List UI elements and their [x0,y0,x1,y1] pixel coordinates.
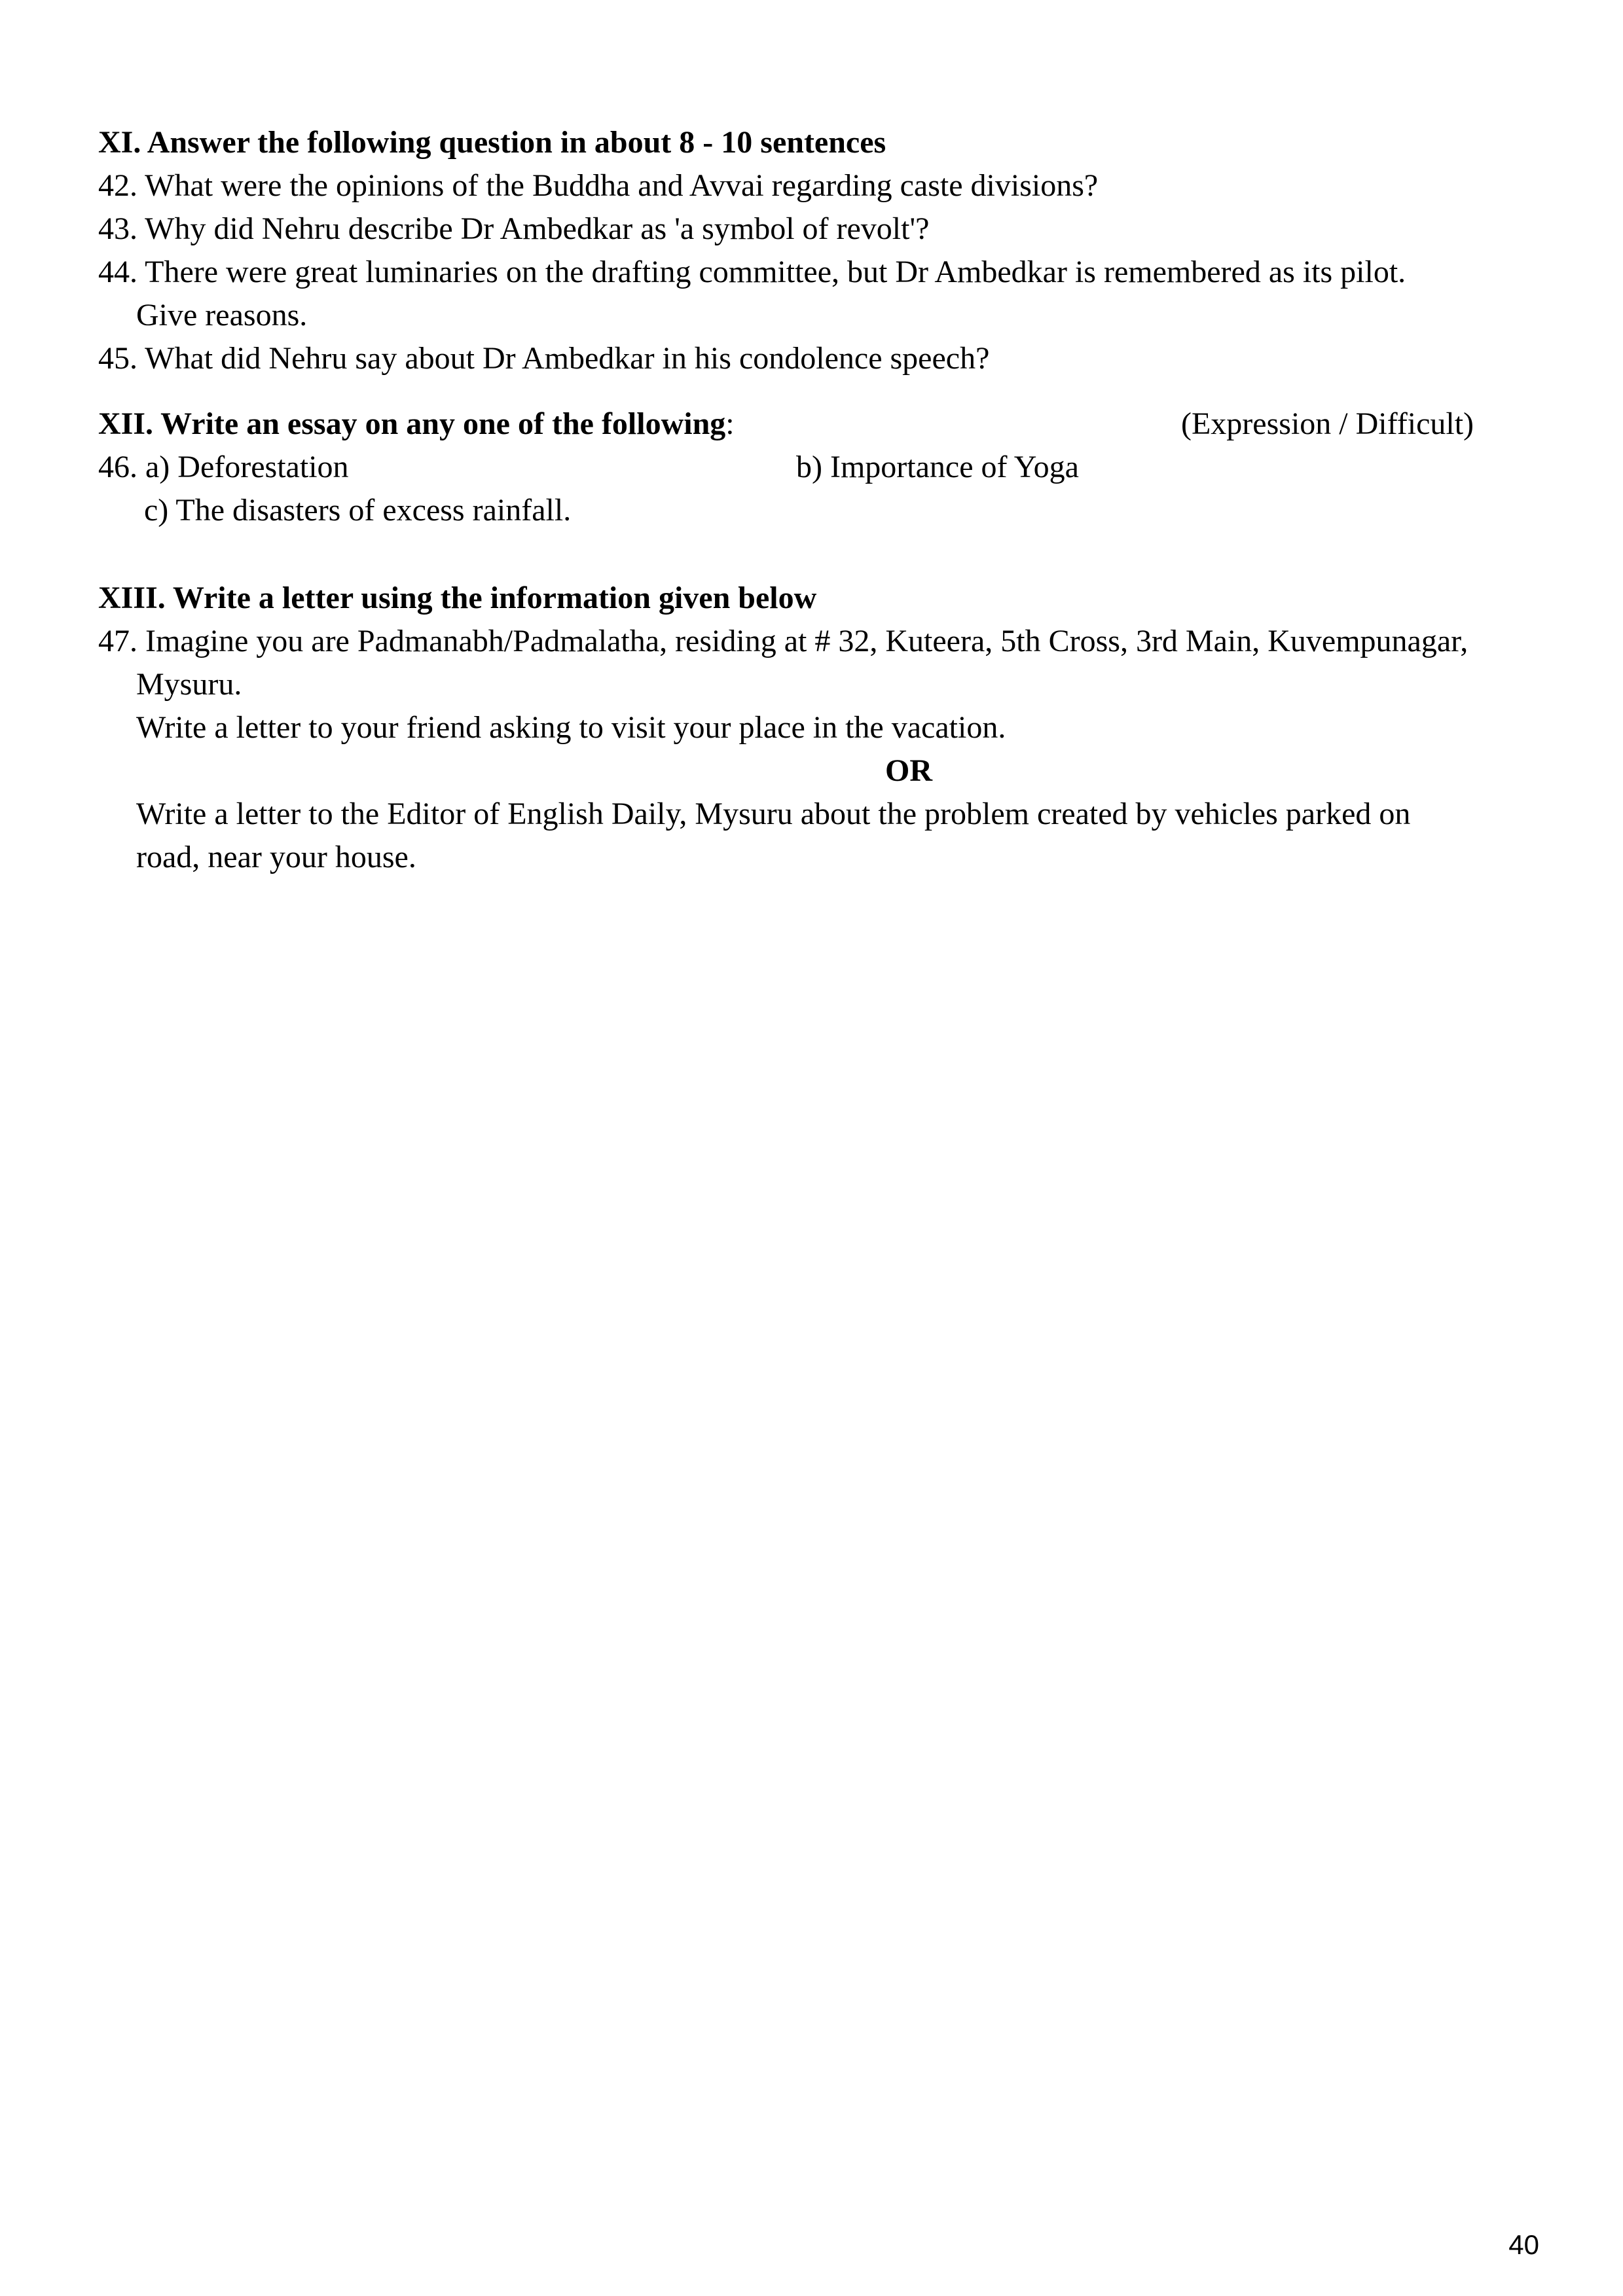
section-xiii-heading: XIII. Write a letter using the information given below [98,581,817,615]
question-46-option-b: b) Importance of Yoga [796,450,1079,484]
question-44-line-1: 44. There were great luminaries on the drafting committee, but Dr Ambedkar is remembered as its pilot. [98,255,1406,289]
or-label: OR [885,753,932,788]
question-47-line-1: 47. Imagine you are Padmanabh/Padmalatha, residing at # 32, Kuteera, 5th Cross, 3rd Main, Kuvempunagar, [98,624,1468,658]
section-xii-heading-colon: : [725,406,735,441]
question-44-line-2: Give reasons. [136,298,308,332]
section-xii-heading: XII. Write an essay on any one of the following [98,406,726,441]
question-43: 43. Why did Nehru describe Dr Ambedkar as 'a symbol of revolt'? [98,211,930,246]
question-45: 45. What did Nehru say about Dr Ambedkar in his condolence speech? [98,341,990,376]
section-xii-note: (Expression / Difficult) [1181,406,1474,441]
question-46-option-a: 46. a) Deforestation [98,450,349,484]
question-47-line-3: Write a letter to your friend asking to visit your place in the vacation. [136,710,1006,745]
section-xi-heading: XI. Answer the following question in about 8 - 10 sentences [98,125,886,160]
page-number: 40 [1508,2229,1539,2260]
question-47-line-5: road, near your house. [136,840,416,874]
question-42: 42. What were the opinions of the Buddha and Avvai regarding caste divisions? [98,168,1099,203]
question-46-option-c: c) The disasters of excess rainfall. [144,493,572,528]
question-47-line-4: Write a letter to the Editor of English Daily, Mysuru about the problem created by vehicles parked on [136,797,1411,831]
section-xii-heading-row [98,404,735,444]
question-47-line-2: Mysuru. [136,667,242,702]
